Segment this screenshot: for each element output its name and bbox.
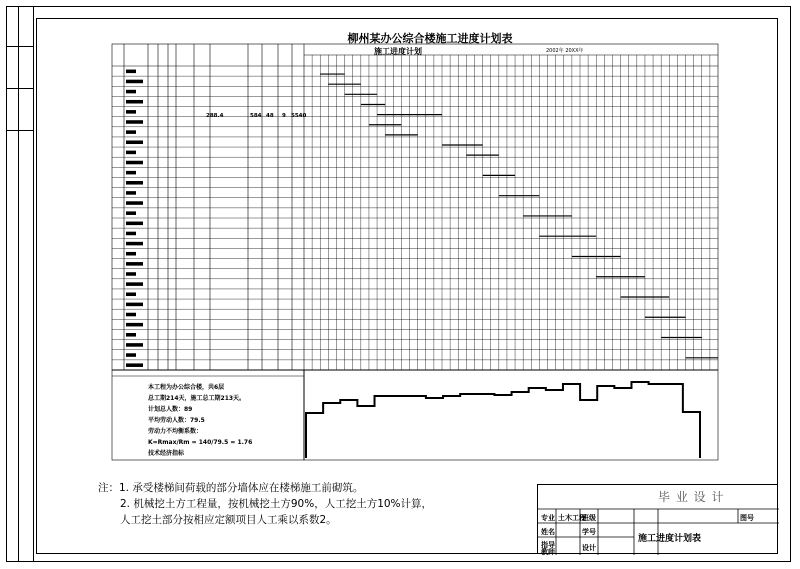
schedule-header: 施工进度计划	[374, 46, 422, 56]
item-name-mark	[126, 282, 143, 286]
item-name-mark	[126, 303, 143, 307]
item-name-mark	[126, 272, 136, 276]
tb-label: 教师	[541, 548, 555, 556]
note-item: 2. 机械挖土方工程量，按机械挖土方90%，人工挖土方10%计算，	[120, 498, 433, 510]
item-name-mark	[126, 232, 136, 236]
item-name-mark	[126, 80, 143, 84]
item-name-mark	[126, 211, 136, 215]
item-name-mark	[126, 120, 143, 124]
item-name-mark	[126, 70, 136, 74]
tb-label: 姓名	[541, 528, 555, 536]
summary-line: 本工程为办公综合楼，共6层	[148, 384, 225, 391]
item-name-mark	[126, 353, 136, 357]
qty-value: 288.4	[206, 113, 224, 119]
item-name-mark	[126, 181, 143, 185]
tb-label: 学号	[582, 528, 596, 536]
labor-value: 584	[250, 113, 262, 119]
note-item: 人工挖土部分按相应定额项目人工乘以系数2。	[120, 514, 337, 526]
item-name-mark	[126, 313, 136, 317]
item-name-mark	[126, 90, 136, 94]
item-name-mark	[126, 333, 136, 337]
item-name-mark	[126, 262, 143, 266]
workers-value: 9	[282, 113, 286, 119]
tb-label: 专业	[541, 514, 555, 522]
item-name-mark	[126, 171, 136, 175]
note-item: 1. 承受楼梯间荷载的部分墙体应在楼梯施工前砌筑。	[119, 482, 364, 494]
tb-label: 班级	[582, 514, 596, 522]
summary-line: 劳动力不均衡系数：	[148, 428, 203, 435]
total-value: 5540	[291, 113, 307, 119]
item-name-mark	[126, 140, 143, 144]
item-name-mark	[126, 100, 143, 104]
notes	[98, 480, 432, 528]
item-name-mark	[126, 242, 143, 246]
summary-line: 总工期214天，施工总工期213天。	[148, 395, 246, 402]
title-block	[537, 484, 778, 554]
summary-box	[148, 382, 252, 459]
title-block-header: 毕 业 设 计	[658, 490, 725, 504]
summary-line: 计划总人数：89	[148, 406, 193, 413]
tb-label: 土木工程	[558, 514, 586, 522]
item-name-mark	[126, 252, 136, 256]
item-name-mark	[126, 201, 143, 205]
tb-label: 设计	[582, 544, 596, 552]
summary-line: K=Rmax/Rm = 140/79.5 = 1.76	[148, 439, 253, 446]
item-name-mark	[126, 292, 136, 296]
item-name-mark	[126, 323, 143, 327]
tb-label: 图号	[740, 514, 754, 522]
sheet-name: 施工进度计划表	[638, 534, 702, 544]
workforce-histogram	[306, 382, 700, 458]
item-name-mark	[126, 161, 143, 165]
summary-line: 技术经济指标	[148, 450, 185, 457]
days-value: 48	[266, 113, 274, 119]
summary-line: 平均劳动人数：79.5	[148, 417, 205, 424]
item-name-mark	[126, 363, 143, 367]
schedule-date-note: 2002年 20XX年	[546, 48, 584, 54]
item-name-mark	[126, 130, 136, 134]
tb-label: 指导	[541, 541, 555, 549]
item-name-mark	[126, 343, 143, 347]
item-name-mark	[126, 110, 136, 114]
notes-prefix: 注：	[98, 482, 119, 494]
drawing-title: 柳州某办公综合楼施工进度计划表	[347, 32, 513, 45]
item-name-mark	[126, 222, 143, 226]
item-name-mark	[126, 151, 136, 155]
item-name-mark	[126, 191, 136, 195]
